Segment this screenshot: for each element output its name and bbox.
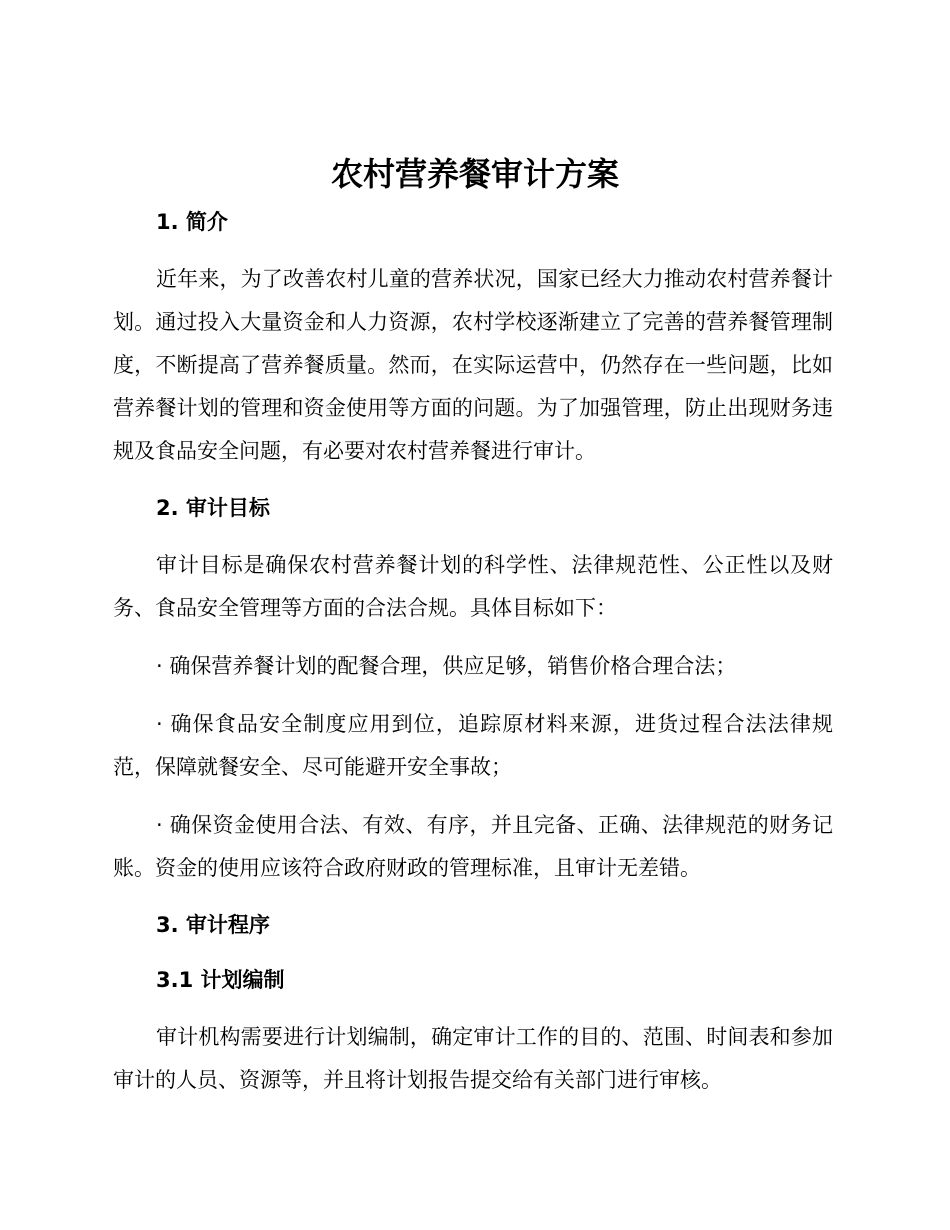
list-item-goal-1: · 确保营养餐计划的配餐合理，供应足够，销售价格合理合法；	[156, 654, 737, 678]
section-heading-audit-goals: 2. 审计目标	[156, 496, 270, 520]
list-item-goal-2: · 确保食品安全制度应用到位，追踪原材料来源，进货过程合法法律规范，保障就餐安全、尽可能避开安全事故；	[113, 712, 833, 779]
paragraph-audit-goals: 审计目标是确保农村营养餐计划的科学性、法律规范性、公正性以及财务、食品安全管理等方面的合法合规。具体目标如下：	[113, 553, 833, 620]
section-heading-plan-drafting: 3.1 计划编制	[156, 968, 285, 992]
document-body	[113, 202, 833, 1102]
paragraph-plan-drafting: 审计机构需要进行计划编制，确定审计工作的目的、范围、时间表和参加审计的人员、资源等，并且将计划报告提交给有关部门进行审核。	[113, 1025, 833, 1092]
document-title: 农村营养餐审计方案	[330, 155, 619, 193]
section-heading-intro: 1. 简介	[156, 210, 228, 234]
list-item-goal-3: · 确保资金使用合法、有效、有序，并且完备、正确、法律规范的财务记账。资金的使用应该符合政府财政的管理标准，且审计无差错。	[113, 813, 833, 880]
paragraph-intro: 近年来，为了改善农村儿童的营养状况，国家已经大力推动农村营养餐计划。通过投入大量资金和人力资源，农村学校逐渐建立了完善的营养餐管理制度，不断提高了营养餐质量。然而，在实际运营中，仍然存在一些问题，比如营养餐计划的管理和资金使用等方面的问题。为了加强管理，防止出现财务违规及食品安全问题，有必要对农村营养餐进行审计。	[113, 267, 833, 463]
section-heading-audit-procedure: 3. 审计程序	[156, 913, 270, 937]
